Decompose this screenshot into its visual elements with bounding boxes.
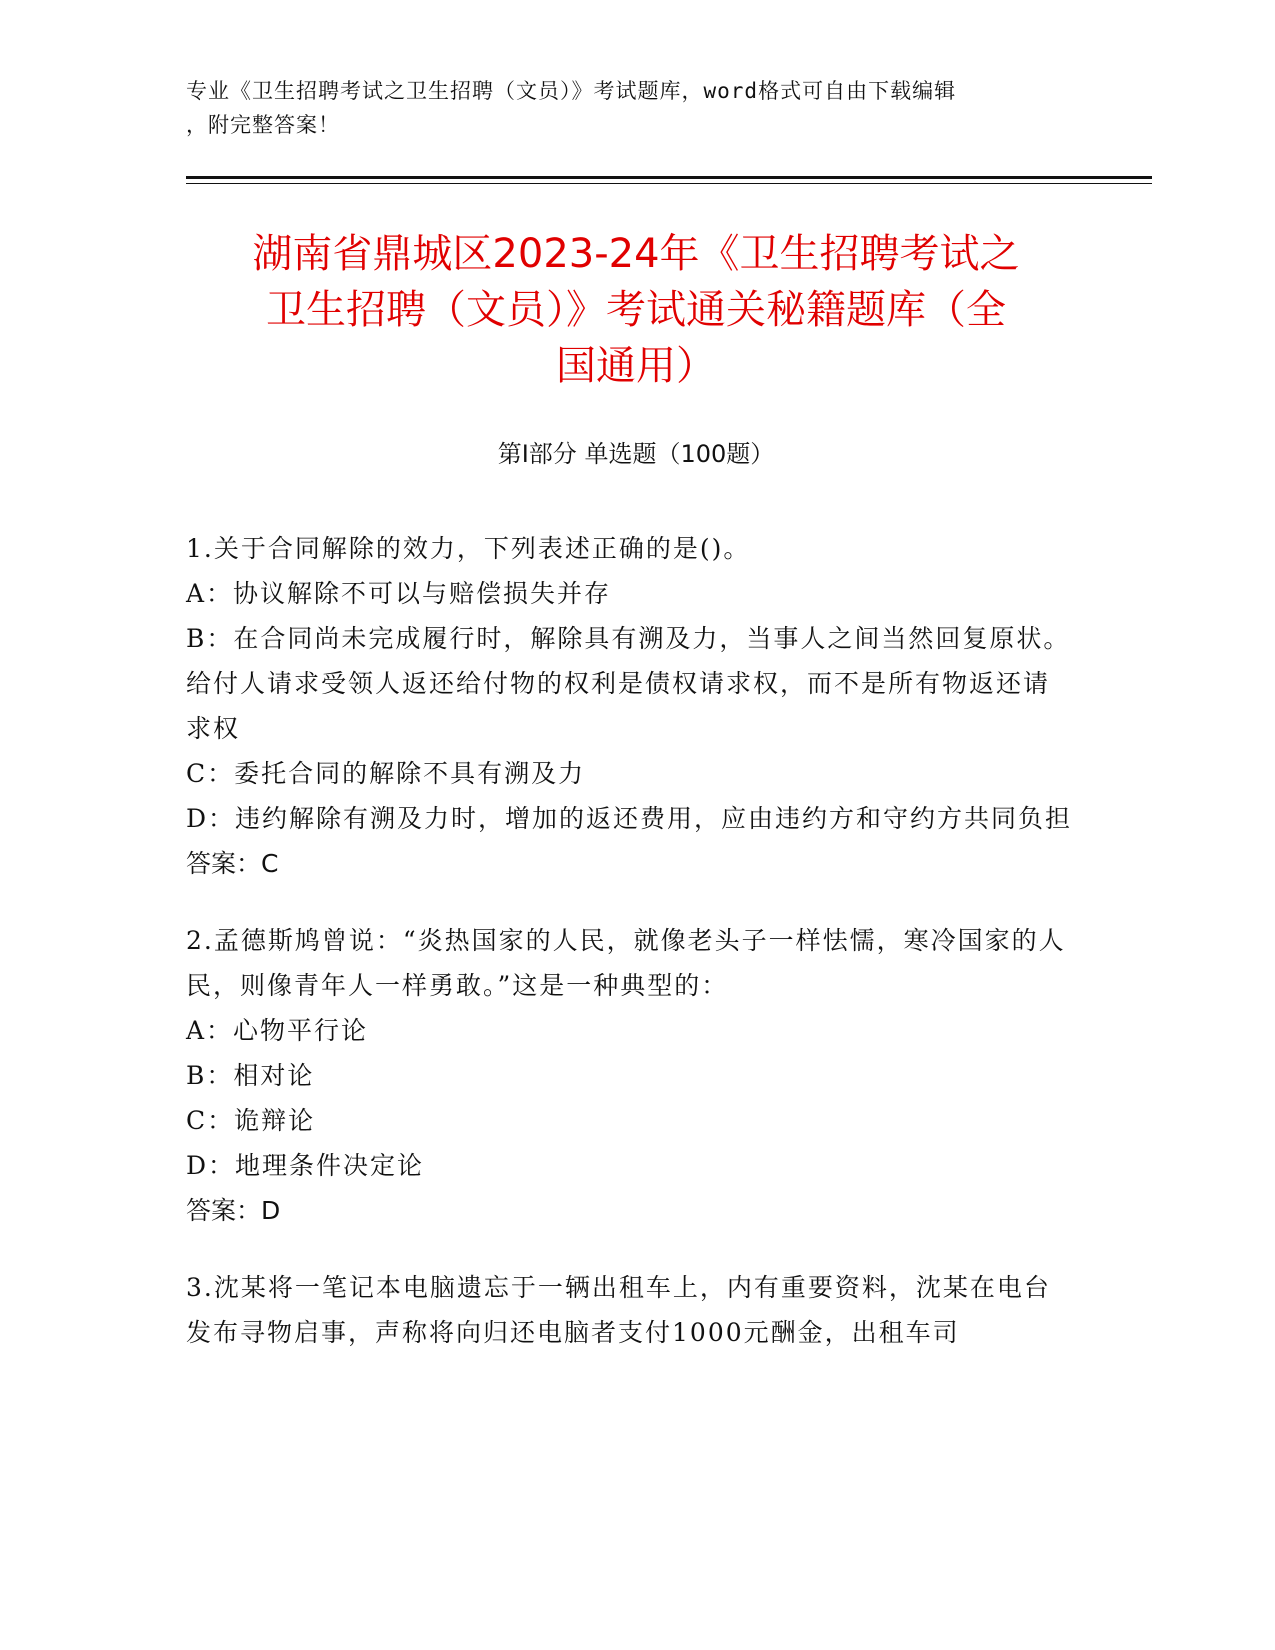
question-stem: 3.沈某将一笔记本电脑遗忘于一辆出租车上，内有重要资料，沈某在电台发布寻物启事，声称将向归还电脑者支付1000元酬金，出租车司: [186, 1273, 1051, 1347]
option-c: C：委托合同的解除不具有溯及力: [186, 759, 586, 788]
header-note: [186, 74, 1076, 142]
document-title-line1: 湖南省鼎城区2023-24年《卫生招聘考试之: [252, 231, 1020, 277]
option-b: B：在合同尚未完成履行时，解除具有溯及力，当事人之间当然回复原状。给付人请求受领人返还给付物的权利是债权请求权，而不是所有物返还请求权: [186, 624, 1071, 743]
question-3: [186, 1265, 1076, 1355]
answer: 答案：D: [186, 1196, 281, 1225]
question-stem: 2.孟德斯鸠曾说：“炎热国家的人民，就像老头子一样怯懦，寒冷国家的人民，则像青年人一样勇敢。”这是一种典型的：: [186, 926, 1066, 1000]
option-b: B：相对论: [186, 1061, 315, 1090]
document-title-line3: 国通用）: [556, 343, 716, 389]
header-divider-thin: [186, 183, 1152, 184]
option-c: C：诡辩论: [186, 1106, 316, 1135]
header-divider-thick: [186, 176, 1152, 179]
answer: 答案：C: [186, 849, 279, 878]
question-2: [186, 918, 1076, 1234]
option-a: A：协议解除不可以与赔偿损失并存: [186, 579, 612, 608]
header-note-line1: 专业《卫生招聘考试之卫生招聘（文员）》考试题库，word格式可自由下载编辑: [186, 79, 957, 103]
document-title-line2: 卫生招聘（文员）》考试通关秘籍题库（全: [266, 287, 1006, 333]
question-list: [186, 526, 1076, 1386]
option-d: D：地理条件决定论: [186, 1151, 425, 1180]
question-1: [186, 526, 1076, 887]
document-title: [186, 226, 1086, 394]
option-a: A：心物平行论: [186, 1016, 369, 1045]
header-note-line2: ，附完整答案！: [186, 113, 340, 137]
option-d: D：违约解除有溯及力时，增加的返还费用，应由违约方和守约方共同负担: [186, 804, 1073, 833]
question-stem: 1.关于合同解除的效力，下列表述正确的是()。: [186, 534, 751, 563]
section-heading: 第Ⅰ部分 单选题（100题）: [497, 440, 775, 468]
